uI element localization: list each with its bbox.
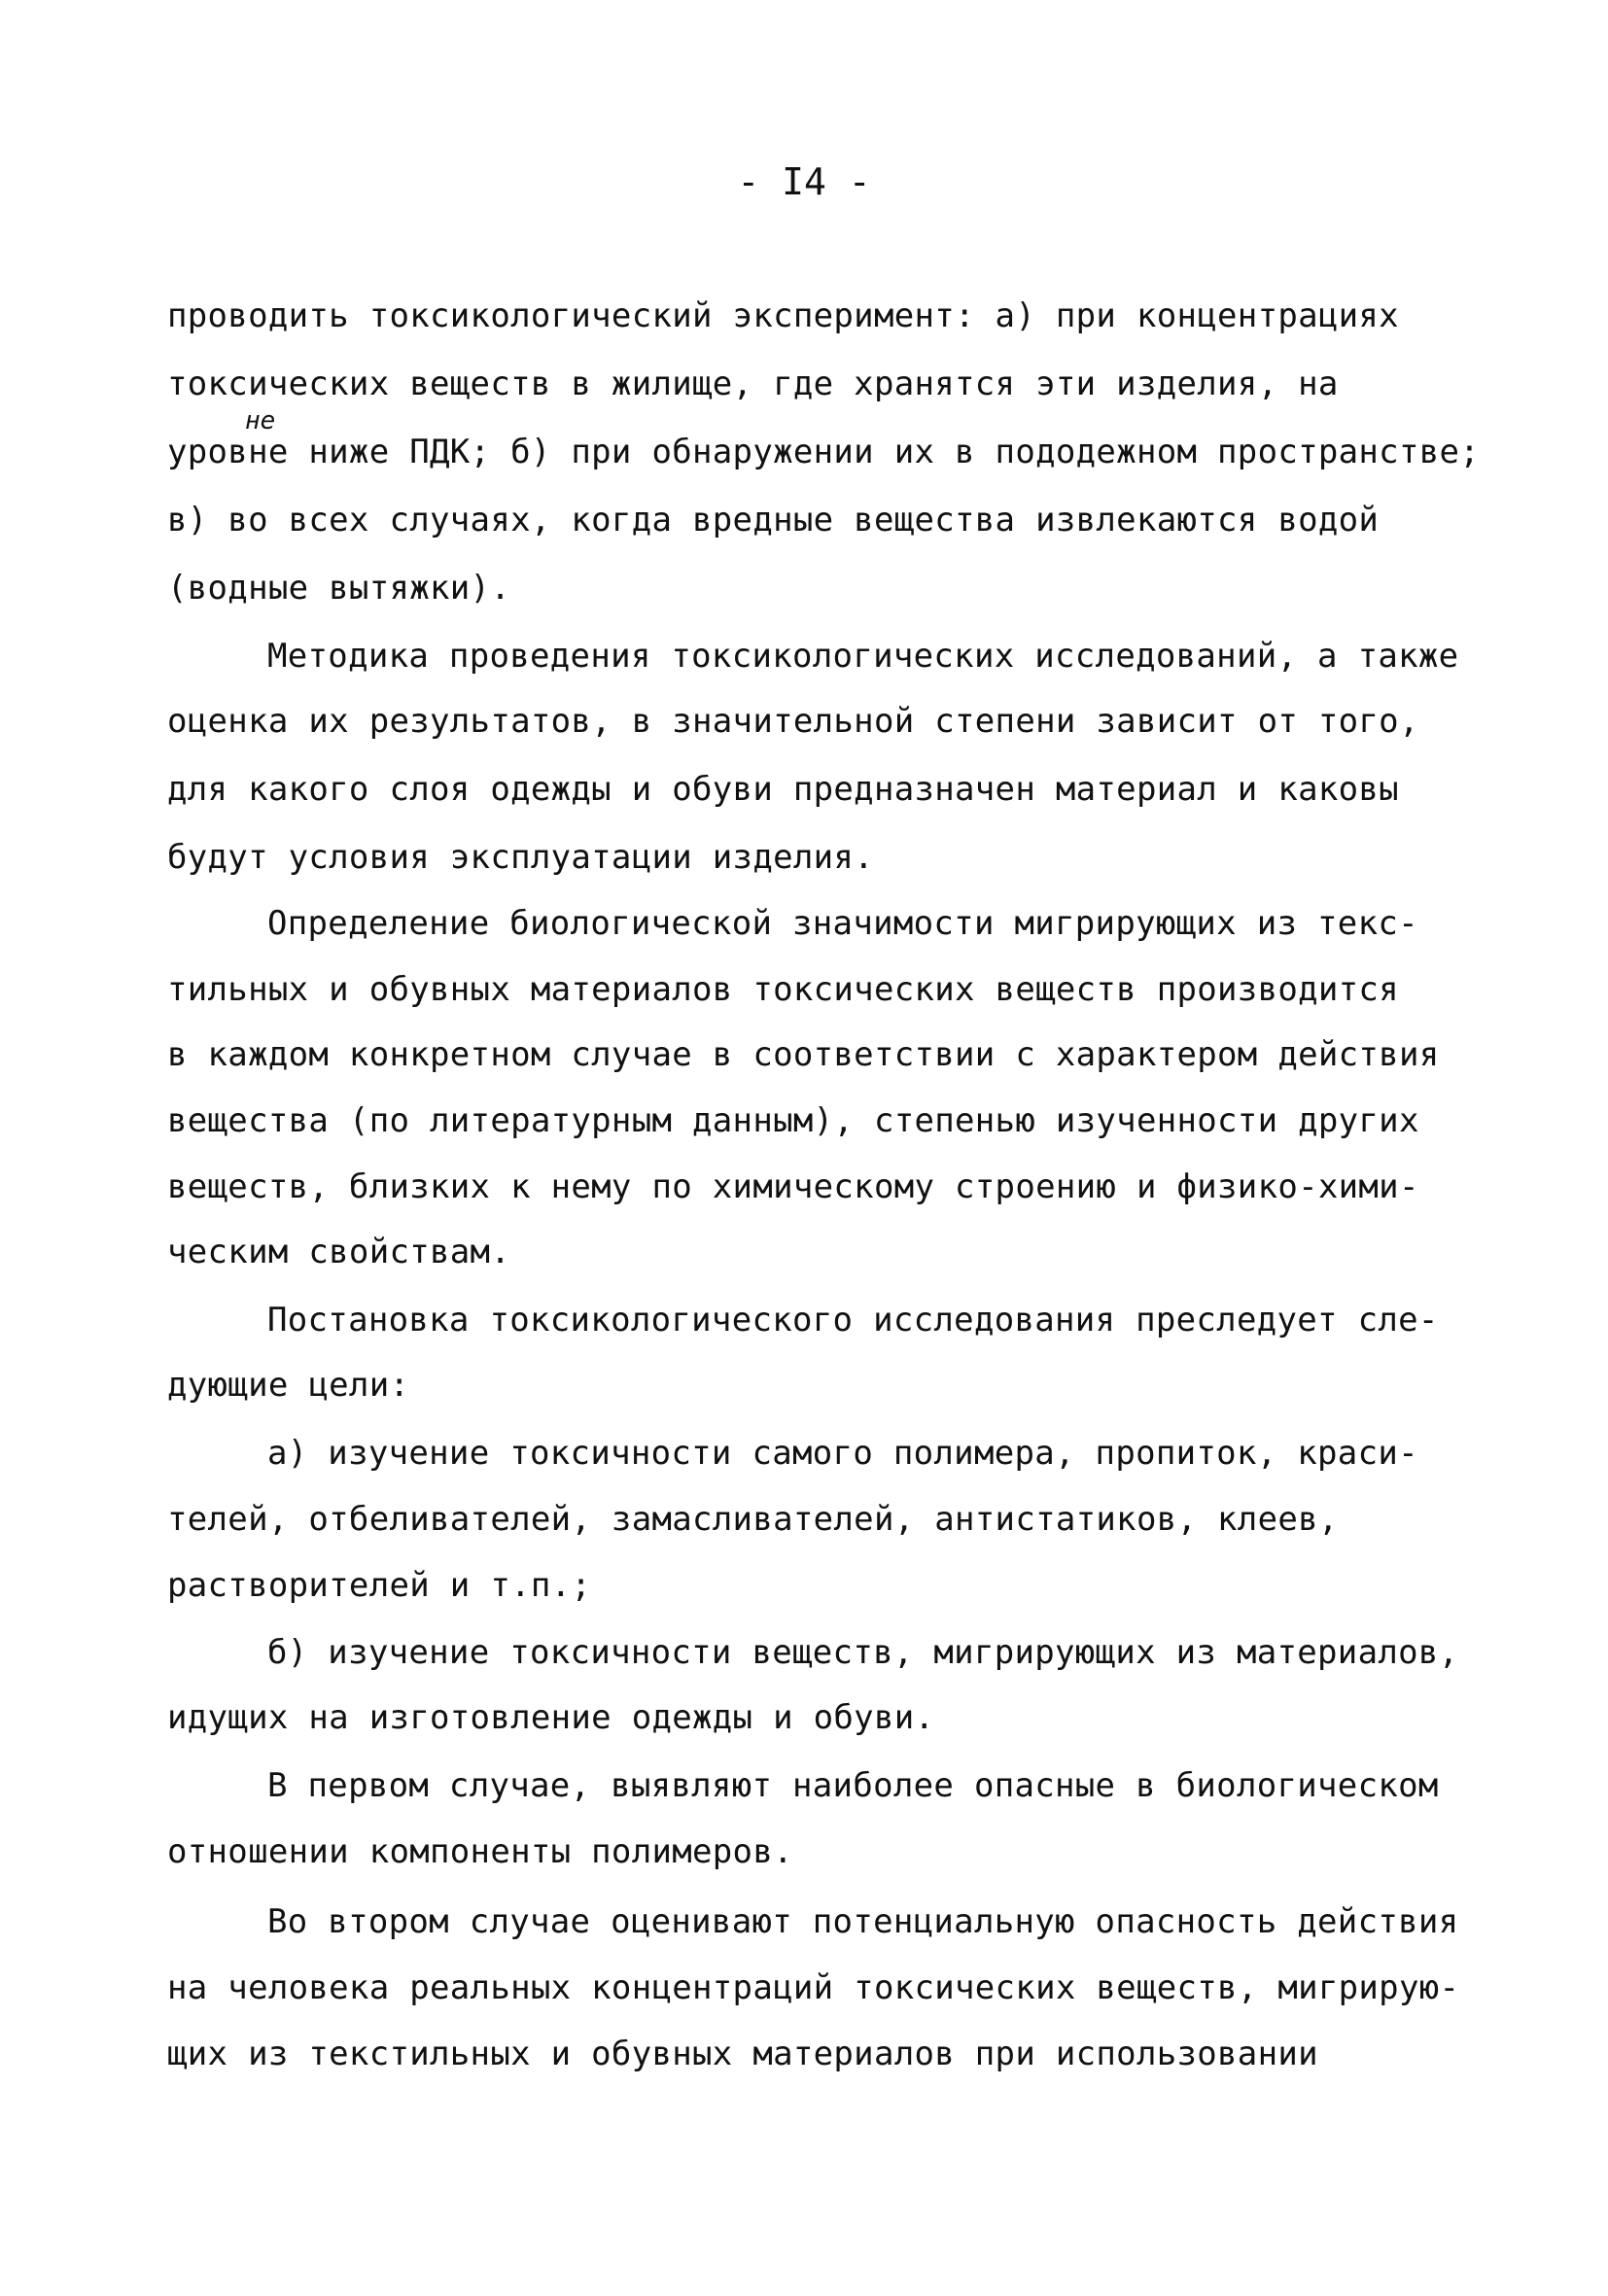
text-line: для какого слоя одежды и обуви предназначен материал и каковы xyxy=(167,770,1399,809)
text-line: телей, отбеливателей, замасливателей, антистатиков, клеев, xyxy=(167,1500,1339,1539)
text-line: щих из текстильных и обувных материалов при использовании xyxy=(167,2035,1318,2073)
text-line: дующие цели: xyxy=(167,1366,410,1405)
text-line: уровне ниже ПДК; б) при обнаружении их в пододежном пространстве; xyxy=(167,433,1481,471)
text-line: в) во всех случаях, когда вредные вещества извлекаются водой xyxy=(167,501,1380,539)
handwritten-insertion: не xyxy=(245,406,276,435)
text-line: ческим свойствам. xyxy=(167,1233,511,1271)
text-line: Во втором случае оценивают потенциальную опасность действия xyxy=(267,1902,1459,1941)
text-line: оценка их результатов, в значительной степени зависит от того, xyxy=(167,702,1419,741)
text-line: проводить токсикологический эксперимент: а) при концентрациях xyxy=(167,296,1399,335)
text-line: Постановка токсикологического исследования преследует сле- xyxy=(267,1301,1439,1339)
text-line: б) изучение токсичности веществ, мигрирующих из материалов, xyxy=(267,1633,1459,1672)
text-line: тильных и обувных материалов токсических веществ производится xyxy=(167,970,1399,1009)
text-line: Методика проведения токсикологических исследований, а также xyxy=(267,637,1459,676)
text-line: токсических веществ в жилище, где хранятся эти изделия, на xyxy=(167,365,1339,403)
text-line: а) изучение токсичности самого полимера, пропиток, краси- xyxy=(267,1434,1418,1473)
text-line: в каждом конкретном случае в соответствии с характером действия xyxy=(167,1035,1440,1074)
text-line: Определение биологической значимости мигрирующих из текс- xyxy=(267,904,1418,943)
page-number: - I4 - xyxy=(737,160,871,203)
text-line: (водные вытяжки). xyxy=(167,569,511,608)
text-line: вещества (по литературным данным), степенью изученности других xyxy=(167,1101,1419,1140)
text-line: на человека реальных концентраций токсических веществ, мигрирую- xyxy=(167,1968,1460,2007)
text-line: В первом случае, выявляют наиболее опасные в биологическом xyxy=(267,1766,1439,1805)
text-line: растворителей и т.п.; xyxy=(167,1566,592,1605)
text-line: будут условия эксплуатации изделия. xyxy=(167,838,874,877)
text-line: идущих на изготовление одежды и обуви. xyxy=(167,1698,935,1737)
text-line: веществ, близких к нему по химическому строению и физико-хими- xyxy=(167,1167,1419,1206)
text-line: отношении компоненты полимеров. xyxy=(167,1832,793,1871)
